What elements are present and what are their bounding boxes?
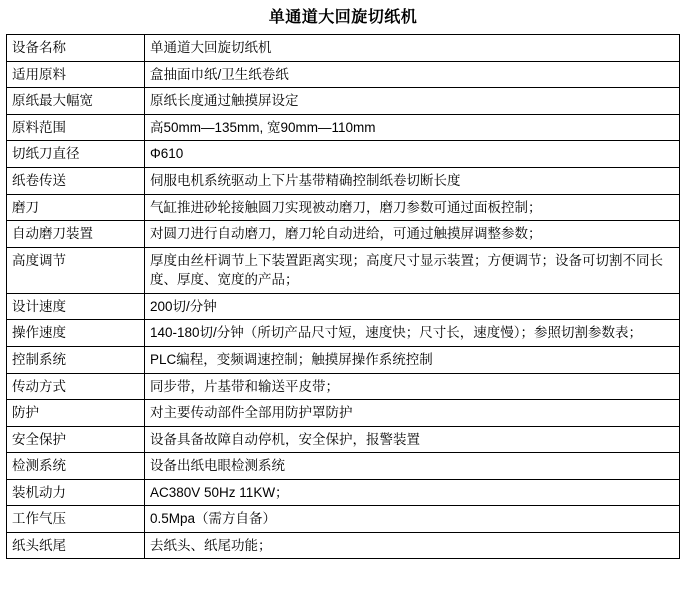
table-body — [7, 35, 680, 559]
table-row — [7, 426, 680, 453]
table-row — [7, 400, 680, 427]
row-value: 设备出纸电眼检测系统 — [145, 453, 680, 480]
table-row — [7, 346, 680, 373]
page-title: 单通道大回旋切纸机 — [268, 9, 418, 26]
table-row — [7, 35, 680, 62]
table-row — [7, 293, 680, 320]
table-row — [7, 320, 680, 347]
table-row — [7, 247, 680, 293]
row-value: AC380V 50Hz 11KW； — [145, 479, 680, 506]
row-value: 伺服电机系统驱动上下片基带精确控制纸卷切断长度 — [145, 168, 680, 195]
row-value: 对主要传动部件全部用防护罩防护 — [145, 400, 680, 427]
table-row — [7, 506, 680, 533]
row-label: 传动方式 — [7, 373, 145, 400]
row-label: 防护 — [7, 400, 145, 427]
row-label: 纸头纸尾 — [7, 532, 145, 559]
row-label: 原料范围 — [7, 114, 145, 141]
row-value: 去纸头、纸尾功能； — [145, 532, 680, 559]
row-label: 磨刀 — [7, 194, 145, 221]
table-row — [7, 61, 680, 88]
row-label: 设计速度 — [7, 293, 145, 320]
row-label: 装机动力 — [7, 479, 145, 506]
row-label: 自动磨刀装置 — [7, 221, 145, 248]
row-value: PLC编程，变频调速控制；触摸屏操作系统控制 — [145, 346, 680, 373]
row-label: 检测系统 — [7, 453, 145, 480]
row-label: 设备名称 — [7, 35, 145, 62]
row-value: 高50mm—135mm, 宽90mm—110mm — [145, 114, 680, 141]
table-row — [7, 194, 680, 221]
specification-table — [6, 34, 680, 559]
row-value: Φ610 — [145, 141, 680, 168]
table-row — [7, 221, 680, 248]
row-value: 原纸长度通过触摸屏设定 — [145, 88, 680, 115]
row-label: 原纸最大幅宽 — [7, 88, 145, 115]
row-label: 纸卷传送 — [7, 168, 145, 195]
row-value: 200切/分钟 — [145, 293, 680, 320]
row-label: 工作气压 — [7, 506, 145, 533]
table-row — [7, 453, 680, 480]
row-label: 操作速度 — [7, 320, 145, 347]
row-value: 设备具备故障自动停机，安全保护，报警装置 — [145, 426, 680, 453]
row-value: 对圆刀进行自动磨刀，磨刀轮自动进给，可通过触摸屏调整参数； — [145, 221, 680, 248]
row-value: 单通道大回旋切纸机 — [145, 35, 680, 62]
table-row — [7, 373, 680, 400]
table-row — [7, 479, 680, 506]
row-label: 适用原料 — [7, 61, 145, 88]
table-row — [7, 114, 680, 141]
row-label: 安全保护 — [7, 426, 145, 453]
row-value: 140-180切/分钟（所切产品尺寸短，速度快；尺寸长，速度慢）；参照切割参数表； — [145, 320, 680, 347]
row-value: 气缸推进砂轮接触圆刀实现被动磨刀，磨刀参数可通过面板控制； — [145, 194, 680, 221]
row-value: 0.5Mpa（需方自备） — [145, 506, 680, 533]
table-row — [7, 88, 680, 115]
table-row — [7, 168, 680, 195]
row-value: 盒抽面巾纸/卫生纸卷纸 — [145, 61, 680, 88]
table-row — [7, 141, 680, 168]
row-label: 切纸刀直径 — [7, 141, 145, 168]
row-label: 高度调节 — [7, 247, 145, 293]
table-row — [7, 532, 680, 559]
row-value: 同步带，片基带和输送平皮带； — [145, 373, 680, 400]
row-label: 控制系统 — [7, 346, 145, 373]
row-value: 厚度由丝杆调节上下装置距离实现；高度尺寸显示装置；方便调节；设备可切割不同长度、厚度、宽度的产品； — [145, 247, 680, 293]
